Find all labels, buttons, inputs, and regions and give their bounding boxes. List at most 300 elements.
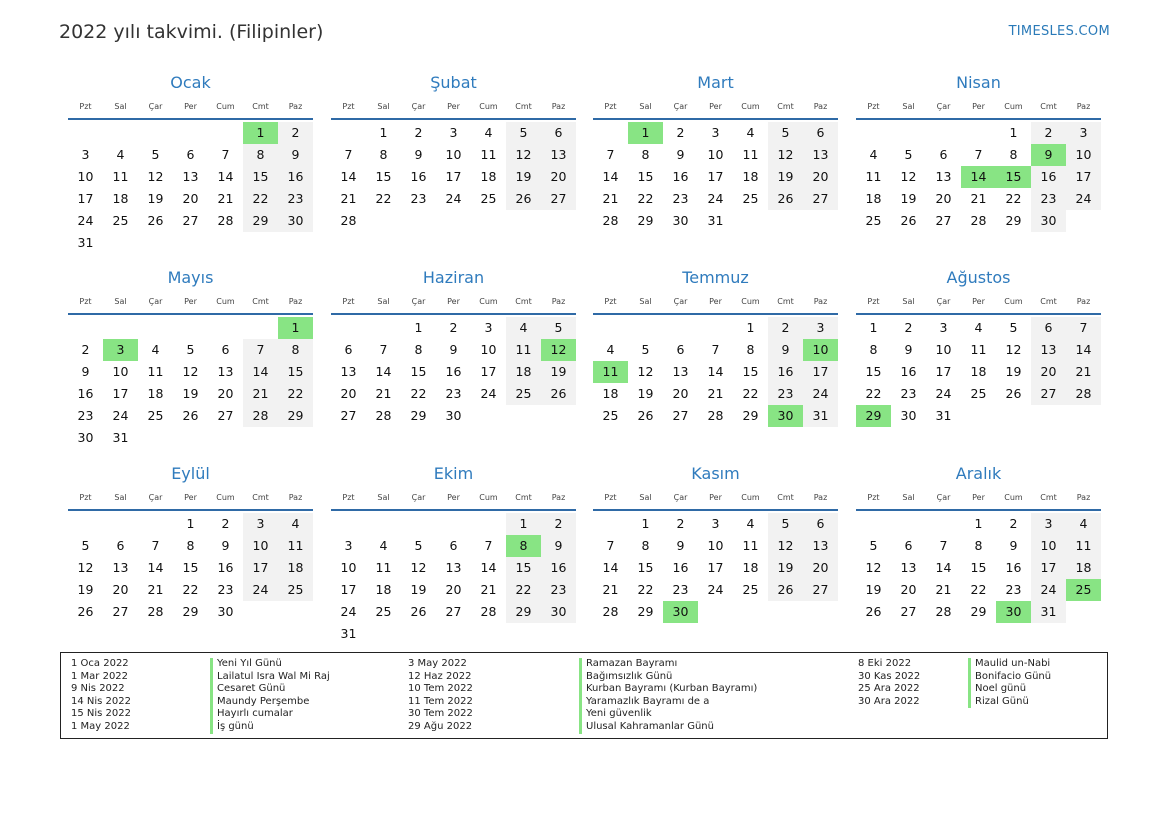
day-cell: 24 [445,191,462,206]
day-cell: 7 [151,538,160,553]
day-cell: 8 [869,342,878,357]
day-cell: 15 [637,560,654,575]
day-cell: 2 [449,320,458,335]
day-cell: 16 [672,169,689,184]
day-cell: 19 [147,191,164,206]
day-cell: 30 [672,213,689,228]
day-cell: 9 [278,144,313,166]
weekday-label: Çar [411,297,426,306]
day-cell: 4 [278,513,313,535]
legend-date: 14 Nis 2022 [71,695,131,707]
day-cell: 11 [742,147,759,162]
weekday-label: Paz [551,493,566,502]
legend-holiday-name: Yaramazlık Bayramı de a [579,696,757,709]
legend-date: 9 Nis 2022 [71,683,125,695]
legend-holiday-name: Hayırlı cumalar [210,708,330,721]
day-cell: 31 [935,408,952,423]
weekday-label: Per [972,102,985,111]
day-cell: 6 [116,538,125,553]
day-cell: 20 [672,386,689,401]
day-cell: 26 [900,213,917,228]
day-cell: 13 [217,364,234,379]
day-cell: 27 [672,408,689,423]
day-cell: 8 [641,147,650,162]
day-cell: 15 [970,560,987,575]
day-cell: 22 [506,579,541,601]
day-cell: 15 [865,364,882,379]
weekday-label: Cum [1004,493,1023,502]
month-2 [331,71,576,232]
day-cell: 1 [974,516,983,531]
day-cell: 24 [1031,579,1066,601]
weekday-label: Cmt [777,297,794,306]
day-cell: 5 [1009,320,1018,335]
day-cell: 23 [77,408,94,423]
day-grid [856,122,1101,232]
day-grid [68,513,313,623]
day-cell: 6 [939,147,948,162]
day-cell: 17 [445,169,462,184]
day-cell: 23 [672,191,689,206]
day-cell: 5 [641,342,650,357]
weekday-label: Cmt [252,102,269,111]
day-cell: 21 [243,383,278,405]
weekday-label: Çar [673,297,688,306]
weekday-label: Çar [673,102,688,111]
day-cell: 18 [742,560,759,575]
legend-names-col-1 [210,658,330,734]
page-title: 2022 yılı takvimi. (Filipinler) [59,21,324,43]
day-cell: 24 [77,213,94,228]
day-cell: 18 [970,364,987,379]
day-cell: 20 [182,191,199,206]
empty-day [331,513,366,535]
weekday-label: Paz [1076,297,1091,306]
day-cell: 2 [768,317,803,339]
day-cell: 31 [1031,601,1066,623]
weekday-label: Sal [114,102,127,111]
day-cell: 12 [900,169,917,184]
day-cell: 12 [865,560,882,575]
weekday-label: Cmt [515,493,532,502]
weekday-label: Sal [377,493,390,502]
legend-holiday-name: Bonifacio Günü [968,671,1051,684]
day-cell: 11 [147,364,164,379]
holiday-day: 1 [278,317,313,339]
day-cell: 14 [217,169,234,184]
day-cell: 26 [768,579,803,601]
weekday-label: Sal [902,297,915,306]
legend-names-col-2 [579,658,757,734]
day-cell: 12 [768,535,803,557]
day-grid [331,122,576,232]
day-cell: 28 [217,213,234,228]
weekday-label: Pzt [867,102,880,111]
day-cell: 7 [606,538,615,553]
day-cell: 7 [974,147,983,162]
day-cell: 15 [637,169,654,184]
day-cell: 11 [1066,535,1101,557]
month-name: Mayıs [167,268,214,287]
weekday-label: Paz [1076,102,1091,111]
weekday-label: Cum [741,297,760,306]
day-cell: 13 [900,560,917,575]
day-cell: 26 [637,408,654,423]
day-cell: 1 [641,516,650,531]
weekday-label: Cum [1004,297,1023,306]
day-cell: 18 [147,386,164,401]
day-cell: 12 [768,144,803,166]
month-name: Ağustos [946,268,1011,287]
empty-day [856,513,891,535]
day-cell: 9 [81,364,90,379]
day-cell: 27 [340,408,357,423]
day-cell: 23 [768,383,803,405]
day-cell: 2 [676,516,685,531]
day-cell: 21 [217,191,234,206]
day-cell: 4 [746,125,755,140]
legend-dates-col-1 [71,658,131,734]
weekday-label: Pzt [79,297,92,306]
day-cell: 18 [1066,557,1101,579]
day-cell: 11 [742,538,759,553]
legend-holiday-name: Ramazan Bayramı [579,658,757,671]
weekday-label: Cum [741,493,760,502]
weekday-label: Pzt [604,297,617,306]
day-cell: 10 [480,342,497,357]
day-cell: 17 [707,169,724,184]
day-cell: 14 [375,364,392,379]
day-cell: 14 [707,364,724,379]
day-cell: 13 [182,169,199,184]
day-cell: 6 [344,342,353,357]
empty-day [698,317,733,339]
day-cell: 21 [935,582,952,597]
day-cell: 29 [410,408,427,423]
weekday-header [68,293,313,315]
legend-holiday-name: Kurban Bayramı (Kurban Bayramı) [579,683,757,696]
day-cell: 28 [147,604,164,619]
day-cell: 20 [900,582,917,597]
month-name: Aralık [955,464,1002,483]
day-cell: 14 [340,169,357,184]
holiday-day: 30 [768,405,803,427]
day-cell: 15 [182,560,199,575]
brand-link[interactable]: TIMESLES.COM [1008,24,1110,39]
day-cell: 29 [742,408,759,423]
day-cell: 3 [1031,513,1066,535]
day-cell: 10 [340,560,357,575]
day-cell: 8 [746,342,755,357]
day-cell: 19 [900,191,917,206]
legend-dates-col-2 [408,658,473,734]
day-cell: 22 [970,582,987,597]
day-cell: 16 [672,560,689,575]
day-cell: 30 [217,604,234,619]
empty-day [891,513,926,535]
weekday-label: Per [184,102,197,111]
day-cell: 22 [865,386,882,401]
day-cell: 13 [803,535,838,557]
day-cell: 9 [541,535,576,557]
day-cell: 26 [506,188,541,210]
day-cell: 19 [77,582,94,597]
day-cell: 18 [278,557,313,579]
legend-date: 10 Tem 2022 [408,683,473,695]
legend-date: 1 Mar 2022 [71,670,129,682]
day-cell: 3 [344,538,353,553]
day-cell: 30 [278,210,313,232]
weekday-label: Paz [288,493,303,502]
day-cell: 22 [182,582,199,597]
empty-day [471,513,506,535]
day-cell: 6 [1031,317,1066,339]
weekday-label: Pzt [867,493,880,502]
day-cell: 8 [974,538,983,553]
day-cell: 27 [935,213,952,228]
weekday-label: Cmt [777,493,794,502]
empty-day [926,513,961,535]
day-cell: 21 [970,191,987,206]
weekday-label: Sal [639,102,652,111]
weekday-label: Cum [1004,102,1023,111]
month-3 [593,71,838,232]
day-grid [593,513,838,623]
legend-date: 12 Haz 2022 [408,670,472,682]
weekday-label: Paz [1076,493,1091,502]
month-name: Haziran [422,268,485,287]
day-cell: 16 [768,361,803,383]
empty-day [138,513,173,535]
day-cell: 1 [746,320,755,335]
day-cell: 7 [711,342,720,357]
legend-holiday-name: Maundy Perşembe [210,696,330,709]
day-cell: 2 [414,125,423,140]
weekday-header [856,489,1101,511]
day-cell: 28 [602,213,619,228]
day-cell: 5 [869,538,878,553]
legend-date: 30 Kas 2022 [858,670,921,682]
empty-day [68,513,103,535]
day-cell: 25 [970,386,987,401]
day-cell: 10 [77,169,94,184]
day-cell: 19 [182,386,199,401]
weekday-label: Paz [813,102,828,111]
day-cell: 25 [742,191,759,206]
day-cell: 31 [803,405,838,427]
empty-day [961,122,996,144]
day-cell: 19 [410,582,427,597]
day-cell: 16 [278,166,313,188]
day-cell: 18 [506,361,541,383]
day-cell: 3 [484,320,493,335]
month-name: Şubat [430,73,477,92]
day-cell: 7 [221,147,230,162]
empty-day [663,317,698,339]
weekday-label: Sal [639,493,652,502]
empty-day [103,513,138,535]
empty-day [593,317,628,339]
day-cell: 14 [480,560,497,575]
day-cell: 19 [541,361,576,383]
weekday-label: Sal [902,102,915,111]
day-cell: 27 [803,188,838,210]
day-cell: 13 [112,560,129,575]
empty-day [628,317,663,339]
day-cell: 5 [151,147,160,162]
day-cell: 17 [935,364,952,379]
empty-day [401,513,436,535]
weekday-label: Cmt [515,102,532,111]
weekday-label: Cmt [1040,102,1057,111]
weekday-label: Pzt [604,102,617,111]
weekday-header [593,293,838,315]
day-cell: 5 [768,513,803,535]
day-cell: 3 [711,516,720,531]
day-cell: 4 [506,317,541,339]
day-cell: 11 [278,535,313,557]
day-cell: 10 [112,364,129,379]
day-cell: 24 [707,582,724,597]
day-cell: 22 [1005,191,1022,206]
day-cell: 12 [506,144,541,166]
day-cell: 28 [243,405,278,427]
day-cell: 19 [1005,364,1022,379]
empty-day [593,513,628,535]
day-cell: 22 [278,383,313,405]
empty-day [436,513,471,535]
day-cell: 13 [541,144,576,166]
day-cell: 15 [243,166,278,188]
day-cell: 9 [1009,538,1018,553]
day-cell: 27 [541,188,576,210]
day-cell: 28 [340,213,357,228]
day-cell: 24 [243,579,278,601]
empty-day [68,122,103,144]
weekday-header [68,489,313,511]
day-cell: 21 [602,191,619,206]
day-cell: 5 [186,342,195,357]
day-cell: 10 [445,147,462,162]
day-cell: 4 [746,516,755,531]
weekday-header [331,489,576,511]
day-cell: 23 [410,191,427,206]
holiday-day: 1 [243,122,278,144]
holiday-day: 25 [1066,579,1101,601]
day-cell: 26 [865,604,882,619]
day-cell: 15 [375,169,392,184]
legend-date: 30 Tem 2022 [408,708,473,720]
holiday-day: 3 [103,339,138,361]
day-cell: 11 [480,147,497,162]
day-grid [856,317,1101,427]
day-cell: 17 [77,191,94,206]
empty-day [331,122,366,144]
day-cell: 28 [480,604,497,619]
day-cell: 31 [112,430,129,445]
day-cell: 23 [445,386,462,401]
day-cell: 11 [506,339,541,361]
day-cell: 23 [217,582,234,597]
day-cell: 29 [243,210,278,232]
month-12 [856,462,1101,623]
day-cell: 16 [410,169,427,184]
day-cell: 3 [449,125,458,140]
day-cell: 29 [1005,213,1022,228]
weekday-label: Çar [411,493,426,502]
weekday-label: Cmt [1040,493,1057,502]
day-cell: 12 [410,560,427,575]
day-cell: 3 [243,513,278,535]
day-cell: 29 [278,405,313,427]
day-cell: 20 [340,386,357,401]
day-cell: 18 [742,169,759,184]
day-cell: 6 [803,122,838,144]
day-cell: 25 [278,579,313,601]
day-cell: 27 [803,579,838,601]
day-cell: 19 [768,557,803,579]
empty-day [173,317,208,339]
day-cell: 8 [1009,147,1018,162]
day-cell: 5 [414,538,423,553]
day-cell: 19 [506,166,541,188]
day-cell: 13 [445,560,462,575]
month-name: Nisan [956,73,1001,92]
empty-day [366,317,401,339]
weekday-label: Per [447,102,460,111]
holiday-day: 9 [1031,144,1066,166]
day-cell: 20 [112,582,129,597]
day-cell: 3 [803,317,838,339]
day-cell: 22 [243,188,278,210]
day-cell: 12 [77,560,94,575]
weekday-label: Per [972,493,985,502]
legend-date: 3 May 2022 [408,658,467,669]
day-cell: 16 [1005,560,1022,575]
empty-day [138,317,173,339]
day-cell: 17 [243,557,278,579]
day-cell: 23 [541,579,576,601]
empty-day [138,122,173,144]
legend-holiday-name: Ulusal Kahramanlar Günü [579,721,757,734]
day-cell: 24 [340,604,357,619]
day-cell: 17 [480,364,497,379]
day-cell: 9 [449,342,458,357]
legend-date: 30 Ara 2022 [858,695,920,707]
day-cell: 1 [186,516,195,531]
day-cell: 20 [803,166,838,188]
holiday-day: 30 [663,601,698,623]
holiday-day: 11 [593,361,628,383]
day-cell: 7 [344,147,353,162]
day-cell: 31 [77,235,94,250]
empty-day [208,317,243,339]
legend-holiday-name: Lailatul Isra Wal Mi Raj [210,671,330,684]
day-grid [68,122,313,254]
day-cell: 24 [1066,188,1101,210]
weekday-label: Per [184,297,197,306]
day-cell: 26 [147,213,164,228]
day-cell: 28 [602,604,619,619]
day-cell: 12 [147,169,164,184]
weekday-label: Per [184,493,197,502]
day-cell: 21 [602,582,619,597]
day-cell: 16 [217,560,234,575]
day-cell: 1 [869,320,878,335]
weekday-label: Paz [813,297,828,306]
legend-dates-col-3 [858,658,920,708]
weekday-header [331,293,576,315]
